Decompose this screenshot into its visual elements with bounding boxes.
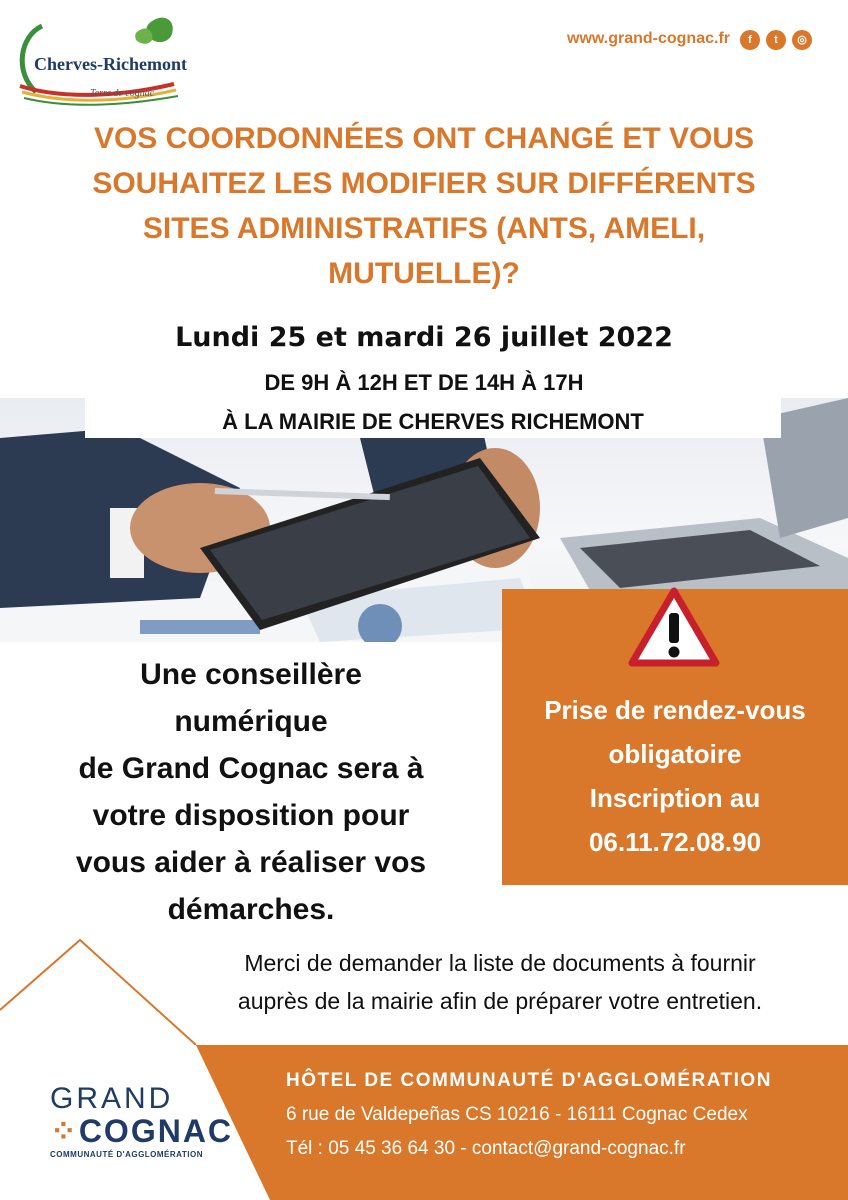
advisor-line: vous aider à réaliser vos (75, 846, 427, 879)
advisor-line: votre disposition pour (92, 799, 410, 832)
note-line: Merci de demander la liste de documents à fournir (244, 950, 756, 976)
warning-icon (628, 587, 720, 669)
instagram-icon[interactable]: ◎ (792, 30, 812, 50)
logo-tagline: Terre de cognac (90, 88, 155, 99)
logo-name: Cherves-Richemont (34, 54, 187, 74)
warning-line: Prise de rendez-vous (544, 695, 806, 725)
footer-contact[interactable]: Tél : 05 45 36 64 30 - contact@grand-cognac.fr (286, 1138, 686, 1159)
headline-line: VOS COORDONNÉES ONT CHANGÉ ET VOUS (93, 122, 755, 155)
phone-number: 06.11.72.08.90 (588, 827, 762, 857)
advisor-line: numérique (174, 705, 328, 738)
footer-address: 6 rue de Valdepeñas CS 10216 - 16111 Cognac Cedex (286, 1104, 748, 1125)
warning-line: obligatoire (608, 739, 742, 769)
advisor-line: Une conseillère (140, 658, 362, 691)
grand-cognac-logo-text: COGNAC (78, 1113, 234, 1149)
headline-line: SITES ADMINISTRATIFS (ANTS, AMELI, (142, 212, 706, 245)
advisor-line: de Grand Cognac sera à (78, 752, 424, 785)
note-line: auprès de la mairie afin de préparer votre entretien. (237, 988, 763, 1014)
headline-line: SOUHAITEZ LES MODIFIER SUR DIFFÉRENTS (92, 167, 756, 200)
appointment-box (502, 589, 848, 885)
grand-cognac-logo-subtitle: COMMUNAUTÉ D'AGGLOMÉRATION (50, 1150, 203, 1159)
footer-title: HÔTEL DE COMMUNAUTÉ D'AGGLOMÉRATION (286, 1070, 772, 1091)
cherves-richemont-logo (14, 14, 187, 106)
event-date: Lundi 25 et mardi 26 juillet 2022 (175, 322, 673, 353)
facebook-icon[interactable]: f (740, 30, 760, 50)
twitter-icon[interactable]: t (766, 30, 786, 50)
grand-cognac-logo-word: ⁘COGNAC (50, 1113, 234, 1149)
website-link[interactable]: www.grand-cognac.fr (567, 30, 730, 47)
warning-line: Inscription au (589, 783, 761, 813)
event-location: À LA MAIRIE DE CHERVES RICHEMONT (85, 398, 781, 438)
headline-line: MUTUELLE)? (328, 257, 520, 290)
event-hours: DE 9H À 12H ET DE 14H À 17H (264, 370, 584, 395)
grand-cognac-logo: GRAND (50, 1082, 174, 1115)
headline (20, 116, 828, 296)
advisor-line: démarches. (167, 893, 335, 926)
